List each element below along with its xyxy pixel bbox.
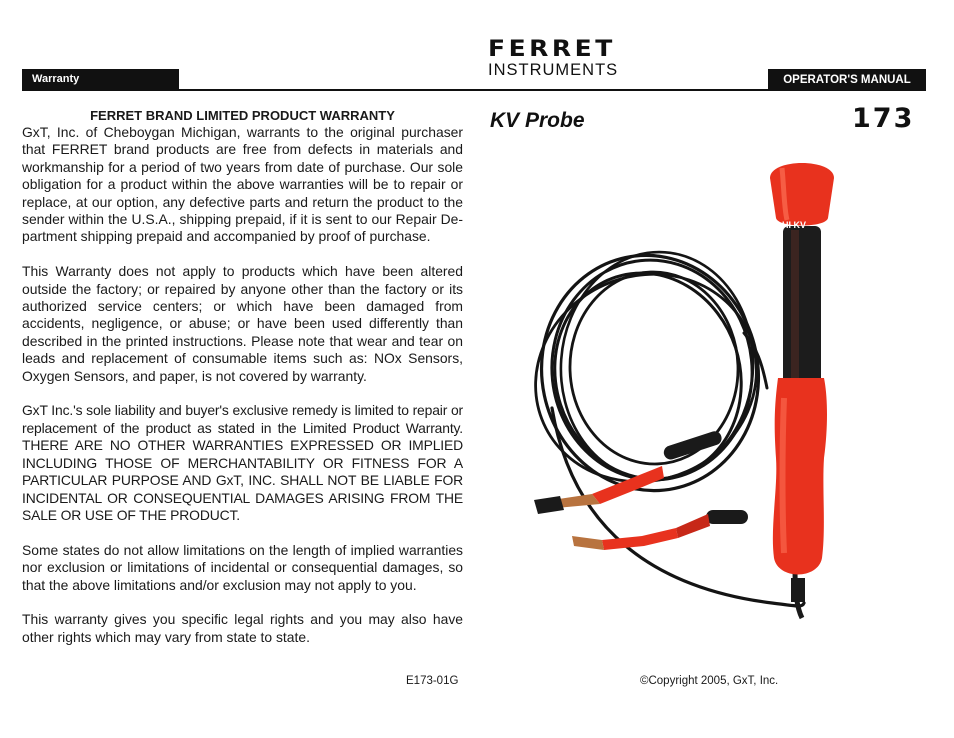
manual-tab: OPERATOR'S MANUAL: [768, 69, 926, 89]
product-name: KV Probe: [490, 109, 585, 132]
copyright-notice: ©Copyright 2005, GxT, Inc.: [640, 675, 779, 687]
logo-wordmark-ferret: FERRET: [488, 35, 616, 62]
model-number: 173: [852, 103, 915, 134]
header-rule: [22, 89, 926, 91]
warranty-paragraph: This Warranty does not apply to products which have been altered outside the factory; or repaired by anyone other than the factory or its authorized service centers; or which have been damaged from accidents, negligence, or abuse; or have been used differently than described in the printed instructions. Please note that wear and tear on leads and replacement of consumable items such as: NOx Sensors, Oxygen Sensors, and paper, is not covered by warranty.: [22, 263, 463, 384]
section-tab: Warranty: [22, 69, 179, 89]
logo-wordmark-instruments: INSTRUMENTS: [488, 61, 619, 79]
kv-probe-photo: [512, 148, 872, 658]
document-code: E173-01G: [406, 675, 459, 687]
ferret-instruments-logo: [488, 35, 663, 79]
probe-hi-kv-label: HI KV: [782, 220, 807, 230]
warranty-paragraph: GxT Inc.'s sole liability and buyer's exclusive remedy is limited to repair or replacement of the product as stated in the Limited Product Warranty. THERE ARE NO OTHER WARRANTIES EXPRESSED OR IMPLIED INCLUDING THOSE OF MERCHANTABILITY OR FITNESS FOR A PARTICULAR PURPOSE AND GxT, INC. SHALL NOT BE LIABLE FOR INCIDENTAL OR CONSEQUENTIAL DAMAGES ARISING FROM THE SALE OR USE OF THE PRODUCT.: [22, 402, 463, 523]
warranty-title: FERRET BRAND LIMITED PRODUCT WARRANTY: [90, 108, 395, 123]
warranty-paragraph: Some states do not allow limitations on the length of implied warranties nor exclusion or limitations of incidental or consequential damages, so that the above limitations and/or exclusion may not apply to you.: [22, 541, 463, 593]
coiled-lead: [512, 235, 804, 606]
warranty-paragraph: This warranty gives you specific legal rights and you may also have other rights which may vary from state to state.: [22, 611, 463, 645]
warranty-paragraph: GxT, Inc. of Cheboygan Michigan, warrants to the original purchaser that FERRET brand products are free from defects in materials and workmanship for a period of two years from date of purchase. Our sole obligation for a product within the above warranties will be to repair or replace, at our option, any defective parts and return the product to the sender within the U.S.A., shipping prepaid, if it is sent to our Repair De-partment shipping prepaid and accompanied by proof of purchase.: [22, 124, 463, 245]
warranty-section: [22, 107, 463, 646]
probe-handle: [770, 163, 834, 602]
